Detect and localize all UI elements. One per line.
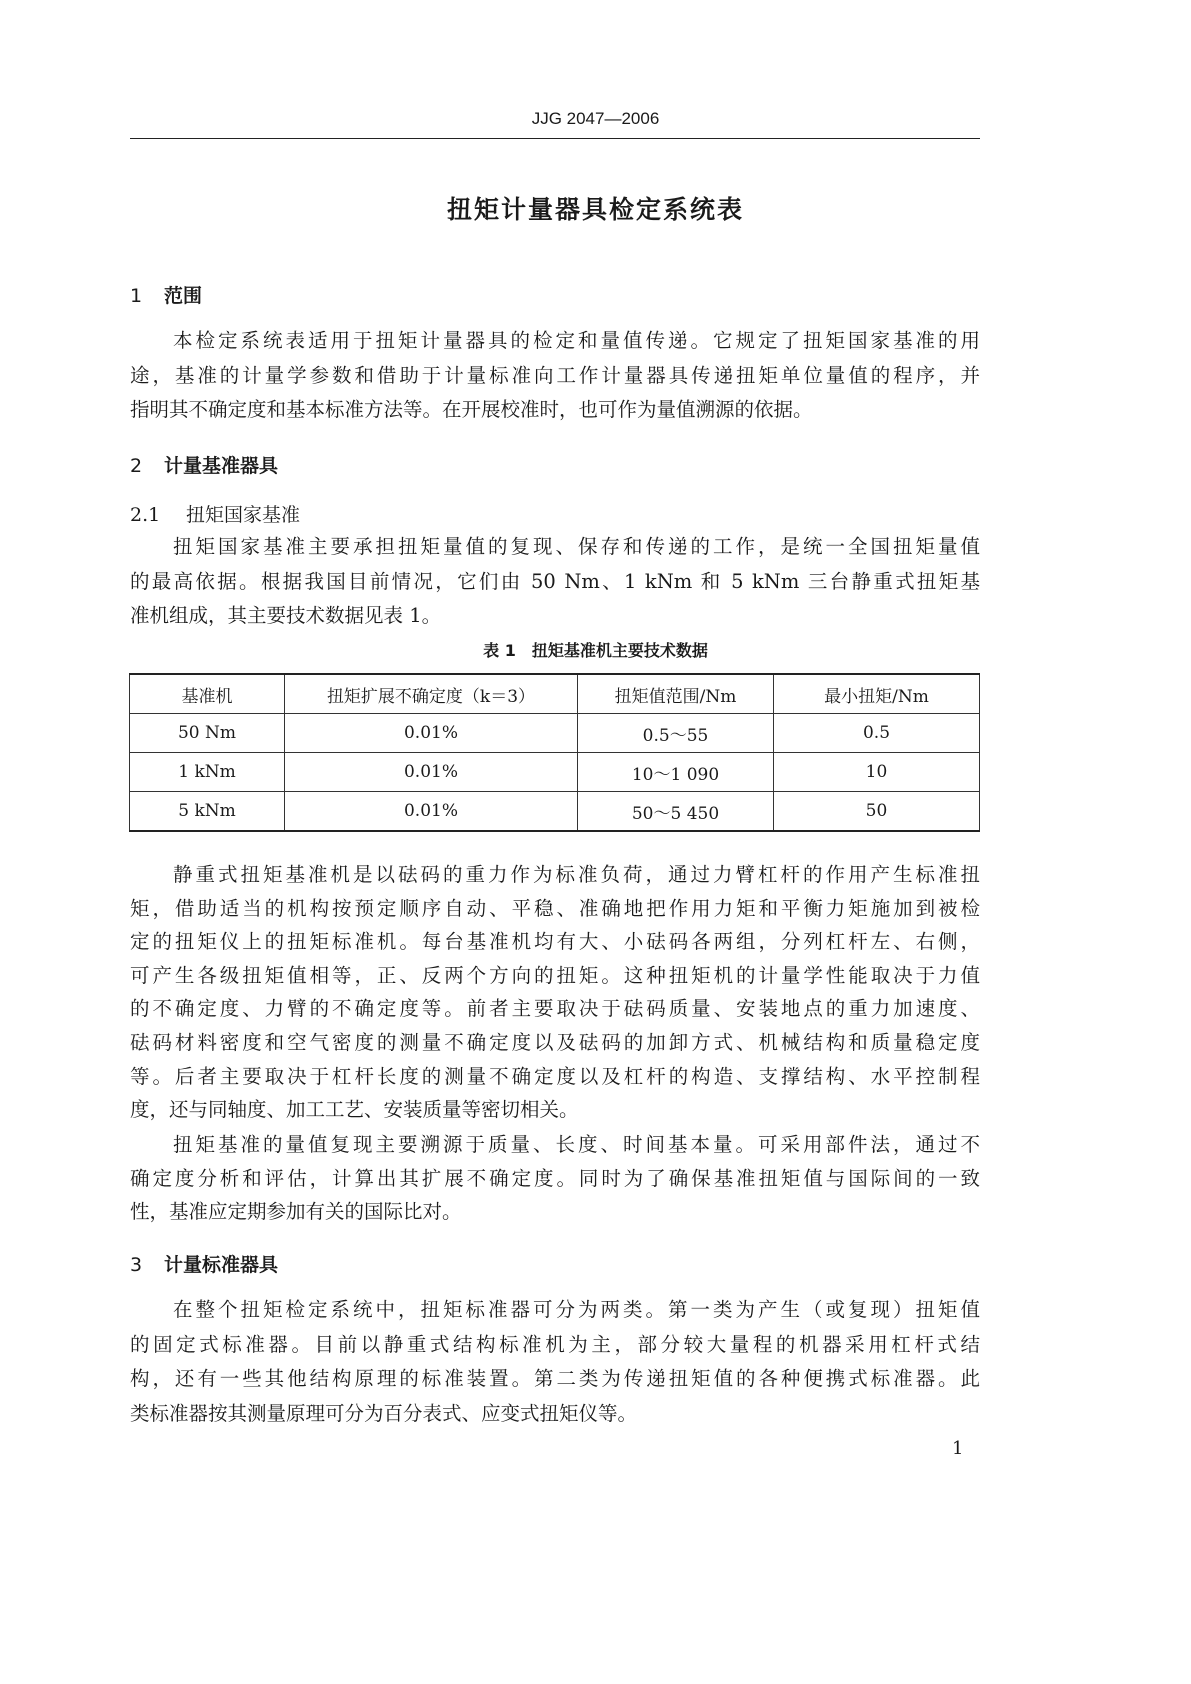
text-line: 扭矩基准的量值复现主要溯源于质量、长度、时间基本量。可采用部件法，通过不: [173, 1133, 980, 1156]
cell: 1 kNm: [130, 753, 285, 792]
cell: 5 kNm: [130, 792, 285, 832]
text-line: 性，基准应定期参加有关的国际比对。: [130, 1200, 462, 1224]
cell: 0.5: [774, 714, 980, 753]
text-line: 在整个扭矩检定系统中，扭矩标准器可分为两类。第一类为产生（或复现）扭矩值: [173, 1298, 980, 1321]
text-line: 指明其不确定度和基本标准方法等。在开展校准时，也可作为量值溯源的依据。: [130, 398, 813, 421]
header-rule: [130, 138, 980, 139]
cell: 0.01%: [285, 714, 578, 753]
section-1-heading: [130, 281, 202, 308]
section-1-paragraph: [130, 324, 980, 428]
document-title: 扭矩计量器具检定系统表: [446, 195, 744, 224]
text-line: 的最高依据。根据我国目前情况，它们由 50 Nm、1 kNm 和 5 kNm 三台静重式扭矩基: [130, 569, 980, 593]
header-cell: 扭矩值范围/Nm: [578, 674, 774, 714]
cell: 0.01%: [285, 753, 578, 792]
table-row: [130, 714, 980, 753]
text-line: 的固定式标准器。目前以静重式结构标准机为主，部分较大量程的机器采用杠杆式结: [130, 1332, 980, 1356]
text-line: 类标准器按其测量原理可分为百分表式、应变式扭矩仪等。: [130, 1401, 638, 1425]
section-title: 计量标准器具: [164, 1254, 279, 1276]
header-cell: 扭矩扩展不确定度（k＝3）: [285, 674, 578, 714]
text-line: 途，基准的计量学参数和借助于计量标准向工作计量器具传递扭矩单位量值的程序，并: [130, 363, 980, 387]
cell: 10～1 090: [578, 753, 774, 792]
section-2-1-heading: [130, 500, 300, 527]
cell: 50～5 450: [578, 792, 774, 832]
text-line: 扭矩国家基准主要承担扭矩量值的复现、保存和传递的工作，是统一全国扭矩量值: [173, 535, 980, 558]
paragraph-static-machine: [130, 858, 980, 1127]
text-line: 的不确定度、力臂的不确定度等。前者主要取决于砝码质量、安装地点的重力加速度、: [130, 997, 980, 1021]
text-line: 等。后者主要取决于杠杆长度的测量不确定度以及杠杆的构造、支撑结构、水平控制程: [130, 1064, 980, 1088]
table-row: [130, 792, 980, 832]
data-table: [129, 673, 980, 832]
section-title: 范围: [164, 285, 203, 307]
section-number: 2: [130, 455, 143, 477]
text-line: 矩，借助适当的机构按预定顺序自动、平稳、准确地把作用力矩和平衡力矩施加到被检: [130, 896, 980, 920]
section-number: 1: [130, 285, 143, 307]
table-row: [130, 753, 980, 792]
section-2-1-paragraph: [130, 530, 980, 634]
text-line: 度，还与同轴度、加工工艺、安装质量等密切相关。: [130, 1098, 579, 1122]
text-line: 准机组成，其主要技术数据见表 1。: [130, 604, 442, 627]
cell: 50: [774, 792, 980, 832]
section-number: 2.1: [130, 504, 161, 526]
header-cell: 最小扭矩/Nm: [774, 674, 980, 714]
cell: 10: [774, 753, 980, 792]
section-title: 计量基准器具: [164, 455, 279, 477]
section-3-paragraph: [130, 1293, 980, 1431]
section-number: 3: [130, 1254, 143, 1276]
text-line: 定的扭矩仪上的扭矩标准机。每台基准机均有大、小砝码各两组，分列杠杆左、右侧，: [130, 930, 980, 954]
header-cell: 基准机: [130, 674, 285, 714]
text-line: 可产生各级扭矩值相等，正、反两个方向的扭矩。这种扭矩机的计量学性能取决于力值: [130, 963, 980, 987]
cell: 50 Nm: [130, 714, 285, 753]
standard-code-header: JJG 2047—2006: [531, 109, 660, 128]
section-3-heading: [130, 1250, 278, 1277]
page-number: 1: [952, 1438, 964, 1459]
text-line: 静重式扭矩基准机是以砝码的重力作为标准负荷，通过力臂杠杆的作用产生标准扭: [173, 863, 980, 886]
paragraph-traceability: [130, 1128, 980, 1229]
text-line: 构，还有一些其他结构原理的标准装置。第二类为传递扭矩值的各种便携式标准器。此: [130, 1367, 980, 1390]
text-line: 砝码材料密度和空气密度的测量不确定度以及砝码的加卸方式、机械结构和质量稳定度: [130, 1030, 980, 1054]
cell: 0.5～55: [578, 714, 774, 753]
text-line: 确定度分析和评估，计算出其扩展不确定度。同时为了确保基准扭矩值与国际间的一致: [130, 1166, 980, 1190]
table-header-row: [130, 674, 980, 714]
cell: 0.01%: [285, 792, 578, 832]
section-title: 扭矩国家基准: [186, 504, 301, 526]
section-2-heading: [130, 451, 278, 478]
text-line: 本检定系统表适用于扭矩计量器具的检定和量值传递。它规定了扭矩国家基准的用: [173, 329, 980, 352]
table-caption: 表 1 扭矩基准机主要技术数据: [483, 641, 708, 660]
